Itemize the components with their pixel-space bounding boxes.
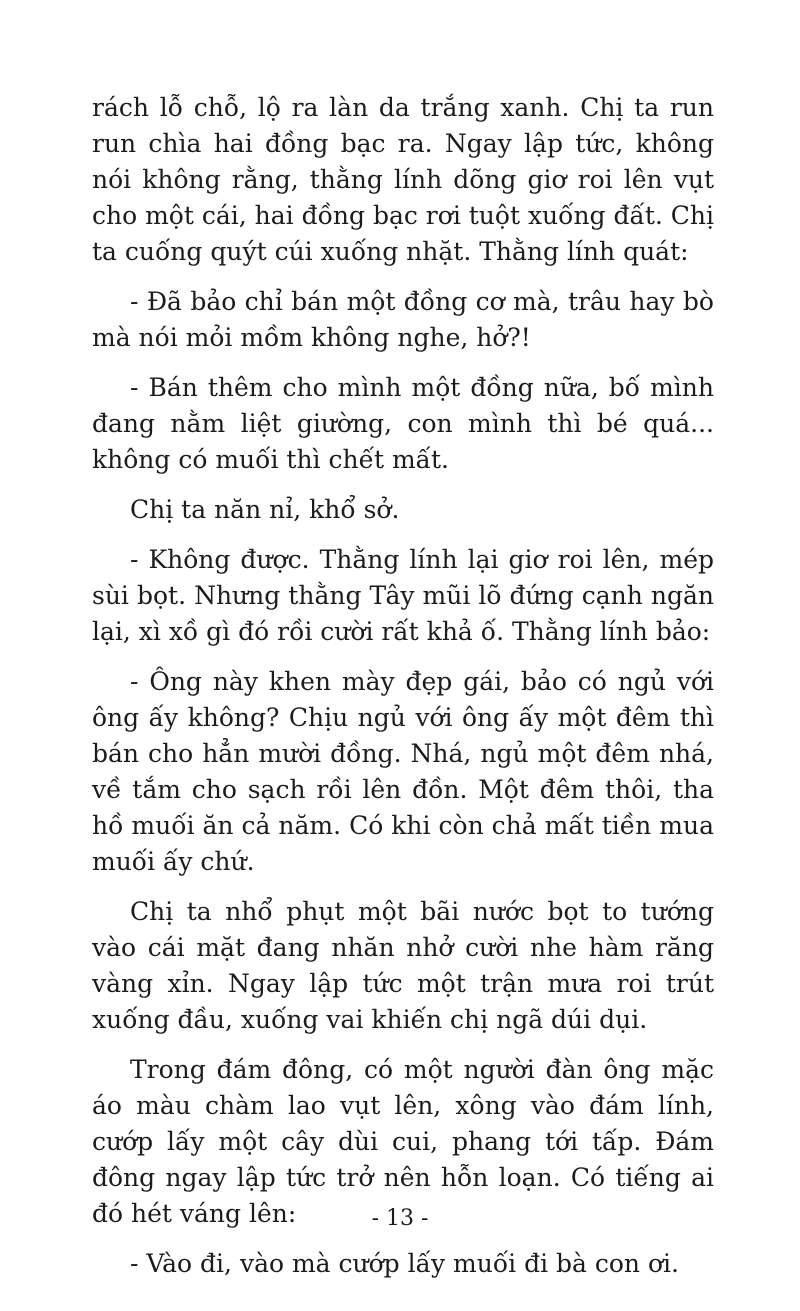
page-body [92, 90, 714, 1296]
paragraph-3: - Bán thêm cho mình một đồng nữa, bố mình đang nằm liệt giường, con mình thì bé quá... không có muối thì chết mất. [92, 373, 714, 474]
paragraph-8: Trong đám đông, có một người đàn ông mặc áo màu chàm lao vụt lên, xông vào đám lính, cướp lấy một cây dùi cui, phang tới tấp. Đám đông ngay lập tức trở nên hỗn loạn. Có tiếng ai đó hét váng lên: [92, 1055, 714, 1228]
paragraph-2: - Đã bảo chỉ bán một đồng cơ mà, trâu hay bò mà nói mỏi mồm không nghe, hở?! [92, 287, 714, 352]
paragraph-7: Chị ta nhổ phụt một bãi nước bọt to tướng vào cái mặt đang nhăn nhở cười nhe hàm răng vàng xỉn. Ngay lập tức một trận mưa roi trút xuống đầu, xuống vai khiến chị ngã dúi dụi. [92, 897, 714, 1034]
paragraph-5: - Không được. Thằng lính lại giơ roi lên, mép sùi bọt. Nhưng thằng Tây mũi lõ đứng cạnh ngăn lại, xì xồ gì đó rồi cười rất khả ố. Thằng lính bảo: [92, 545, 714, 646]
paragraph-1: rách lỗ chỗ, lộ ra làn da trắng xanh. Chị ta run run chìa hai đồng bạc ra. Ngay lập tức, không nói không rằng, thằng lính dõng giơ roi lên vụt cho một cái, hai đồng bạc rơi tuột xuống đất. Chị ta cuống quýt cúi xuống nhặt. Thằng lính quát: [92, 93, 714, 266]
paragraph-4: Chị ta năn nỉ, khổ sở. [130, 495, 400, 524]
page-number: - 13 - [371, 1206, 429, 1231]
paragraph-9: - Vào đi, vào mà cướp lấy muối đi bà con ơi. [130, 1249, 679, 1278]
paragraph-6: - Ông này khen mày đẹp gái, bảo có ngủ với ông ấy không? Chịu ngủ với ông ấy một đêm thì bán cho hẳn mười đồng. Nhá, ngủ một đêm nhá, về tắm cho sạch rồi lên đồn. Một đêm thôi, tha hồ muối ăn cả năm. Có khi còn chả mất tiền mua muối ấy chứ. [92, 667, 714, 876]
